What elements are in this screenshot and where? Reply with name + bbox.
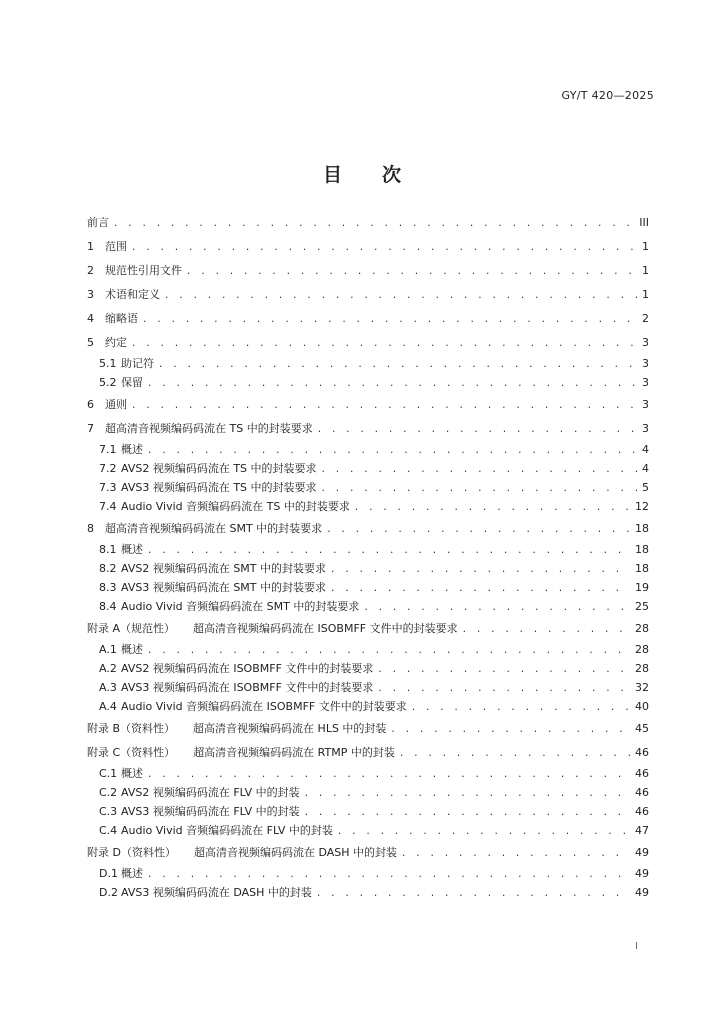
table-of-contents bbox=[87, 215, 649, 904]
toc-page-number: 28 bbox=[635, 643, 649, 656]
toc-dot-leader bbox=[147, 443, 637, 459]
toc-entry-title: 前言 bbox=[87, 216, 109, 229]
toc-entry-number: C.2 bbox=[99, 786, 118, 799]
toc-subentry[interactable] bbox=[87, 542, 649, 561]
toc-page-number: 18 bbox=[635, 562, 649, 575]
toc-entry-number: 附录 B（资料性） bbox=[87, 722, 176, 735]
toc-entry-number: A.3 bbox=[99, 681, 117, 694]
toc-subentry[interactable] bbox=[87, 580, 649, 599]
toc-entry-title: 助记符 bbox=[121, 357, 154, 370]
toc-dot-leader bbox=[377, 681, 631, 697]
toc-page-number: 28 bbox=[635, 662, 649, 675]
toc-subentry[interactable] bbox=[87, 375, 649, 394]
toc-dot-leader bbox=[147, 867, 631, 883]
toc-entry-title: AVS2 视频编码码流在 FLV 中的封装 bbox=[121, 786, 300, 799]
toc-subentry[interactable] bbox=[87, 699, 649, 718]
toc-entry-number: 4 bbox=[87, 312, 94, 325]
toc-dot-leader bbox=[411, 700, 631, 716]
toc-dot-leader bbox=[354, 500, 631, 516]
toc-subentry[interactable] bbox=[87, 785, 649, 804]
toc-subentry[interactable] bbox=[87, 661, 649, 680]
toc-entry-title: AVS3 视频编码码流在 SMT 中的封装要求 bbox=[121, 581, 327, 594]
toc-page-number: 49 bbox=[635, 867, 649, 880]
toc-entry-number: 5 bbox=[87, 336, 94, 349]
toc-entry-number: 8.4 bbox=[99, 600, 117, 613]
toc-dot-leader bbox=[390, 722, 631, 738]
toc-entry-number: 8.1 bbox=[99, 543, 117, 556]
page-folio: I bbox=[635, 941, 638, 952]
toc-entry-number: 7.4 bbox=[99, 500, 117, 513]
toc-subentry[interactable] bbox=[87, 823, 649, 842]
toc-page-number: 49 bbox=[635, 886, 649, 899]
toc-entry-title: AVS2 视频编码码流在 TS 中的封装要求 bbox=[121, 462, 317, 475]
toc-entry-number: 6 bbox=[87, 398, 94, 411]
toc-dot-leader bbox=[399, 746, 631, 762]
toc-dot-leader bbox=[321, 462, 637, 478]
toc-dot-leader bbox=[142, 312, 637, 328]
toc-entry[interactable] bbox=[87, 215, 649, 239]
toc-dot-leader bbox=[377, 662, 631, 678]
toc-entry-title: Audio Vivid 音频编码码流在 TS 中的封装要求 bbox=[121, 500, 350, 513]
toc-entry-title: Audio Vivid 音频编码码流在 FLV 中的封装 bbox=[121, 824, 333, 837]
toc-page-number: 46 bbox=[635, 805, 649, 818]
toc-entry-number: A.2 bbox=[99, 662, 117, 675]
toc-dot-leader bbox=[131, 240, 637, 256]
toc-dot-leader bbox=[147, 643, 631, 659]
toc-subentry[interactable] bbox=[87, 561, 649, 580]
toc-entry-number: 附录 C（资料性） bbox=[87, 746, 176, 759]
toc-dot-leader bbox=[337, 824, 631, 840]
toc-subentry[interactable] bbox=[87, 499, 649, 518]
toc-entry-title: 通则 bbox=[105, 398, 127, 411]
toc-entry-number: 8 bbox=[87, 522, 94, 535]
page-title bbox=[0, 160, 724, 187]
toc-entry-title: 概述 bbox=[121, 867, 143, 880]
toc-entry-title: 超高清音视频编码码流在 HLS 中的封装 bbox=[193, 722, 387, 735]
toc-page-number: 3 bbox=[642, 376, 649, 389]
toc-dot-leader bbox=[326, 522, 631, 538]
toc-dot-leader bbox=[147, 543, 631, 559]
toc-page-number: 4 bbox=[642, 462, 649, 475]
toc-page-number: 28 bbox=[635, 622, 649, 635]
toc-page-number: 1 bbox=[642, 288, 649, 301]
toc-page-number: 32 bbox=[635, 681, 649, 694]
toc-page-number: 49 bbox=[635, 846, 649, 859]
toc-page-number: 2 bbox=[642, 312, 649, 325]
toc-subentry[interactable] bbox=[87, 461, 649, 480]
toc-dot-leader bbox=[316, 886, 631, 902]
toc-page-number: 46 bbox=[635, 786, 649, 799]
toc-dot-leader bbox=[131, 398, 637, 414]
toc-page-number: 3 bbox=[642, 336, 649, 349]
toc-entry-number: D.2 bbox=[99, 886, 118, 899]
toc-dot-leader bbox=[186, 264, 637, 280]
toc-dot-leader bbox=[462, 622, 631, 638]
toc-entry-number: 1 bbox=[87, 240, 94, 253]
toc-entry-title: 保留 bbox=[121, 376, 143, 389]
toc-entry-title: 超高清音视频编码码流在 RTMP 中的封装 bbox=[193, 746, 395, 759]
toc-subentry[interactable] bbox=[87, 766, 649, 785]
toc-page-number: 18 bbox=[635, 543, 649, 556]
toc-entry-number: A.1 bbox=[99, 643, 117, 656]
toc-entry-number: 2 bbox=[87, 264, 94, 277]
toc-dot-leader bbox=[304, 805, 631, 821]
toc-entry-title: 缩略语 bbox=[105, 312, 138, 325]
toc-page-number: 5 bbox=[642, 481, 649, 494]
toc-entry-title: 范围 bbox=[105, 240, 127, 253]
toc-entry-title: 概述 bbox=[121, 443, 143, 456]
toc-dot-leader bbox=[164, 288, 637, 304]
title-char-1: 目 bbox=[322, 164, 342, 186]
toc-dot-leader bbox=[158, 357, 637, 373]
toc-entry[interactable] bbox=[87, 311, 649, 335]
toc-entry-number: C.3 bbox=[99, 805, 118, 818]
toc-page-number: 18 bbox=[635, 522, 649, 535]
toc-page-number: 25 bbox=[635, 600, 649, 613]
toc-entry-number: A.4 bbox=[99, 700, 117, 713]
toc-entry-number: C.1 bbox=[99, 767, 118, 780]
toc-entry-number: 7.2 bbox=[99, 462, 117, 475]
toc-entry-title: 超高清音视频编码码流在 ISOBMFF 文件中的封装要求 bbox=[193, 622, 458, 635]
toc-subentry[interactable] bbox=[87, 866, 649, 885]
toc-entry-title: AVS3 视频编码码流在 FLV 中的封装 bbox=[121, 805, 300, 818]
toc-entry-number: 附录 D（资料性） bbox=[87, 846, 176, 859]
toc-page-number: 47 bbox=[635, 824, 649, 837]
toc-page-number: 12 bbox=[635, 500, 649, 513]
toc-entry-number: 8.3 bbox=[99, 581, 117, 594]
toc-dot-leader bbox=[147, 767, 631, 783]
toc-dot-leader bbox=[401, 846, 631, 862]
toc-entry-number: 5.2 bbox=[99, 376, 117, 389]
toc-dot-leader bbox=[304, 786, 631, 802]
toc-entry-number: D.1 bbox=[99, 867, 118, 880]
toc-page-number: 3 bbox=[642, 398, 649, 411]
toc-dot-leader bbox=[330, 581, 631, 597]
toc-subentry[interactable] bbox=[87, 885, 649, 904]
toc-entry[interactable] bbox=[87, 287, 649, 311]
toc-subentry[interactable] bbox=[87, 680, 649, 699]
toc-entry-number: 5.1 bbox=[99, 357, 117, 370]
toc-entry-number: C.4 bbox=[99, 824, 118, 837]
toc-entry-number: 7.1 bbox=[99, 443, 117, 456]
toc-page-number: 40 bbox=[635, 700, 649, 713]
toc-page-number: 45 bbox=[635, 722, 649, 735]
toc-subentry[interactable] bbox=[87, 480, 649, 499]
toc-subentry[interactable] bbox=[87, 442, 649, 461]
toc-entry-title: Audio Vivid 音频编码码流在 SMT 中的封装要求 bbox=[121, 600, 360, 613]
toc-page-number: 3 bbox=[642, 422, 649, 435]
toc-page-number: 46 bbox=[635, 746, 649, 759]
toc-entry-number: 7 bbox=[87, 422, 94, 435]
toc-subentry[interactable] bbox=[87, 356, 649, 375]
toc-page-number: 46 bbox=[635, 767, 649, 780]
toc-page-number: 4 bbox=[642, 443, 649, 456]
toc-subentry[interactable] bbox=[87, 599, 649, 618]
toc-page-number: 1 bbox=[642, 264, 649, 277]
toc-dot-leader bbox=[363, 600, 631, 616]
toc-entry-title: 超高清音视频编码码流在 DASH 中的封装 bbox=[193, 846, 398, 859]
toc-entry[interactable] bbox=[87, 721, 649, 745]
toc-entry-number: 8.2 bbox=[99, 562, 117, 575]
toc-subentry[interactable] bbox=[87, 804, 649, 823]
toc-entry-title: AVS3 视频编码码流在 ISOBMFF 文件中的封装要求 bbox=[121, 681, 374, 694]
toc-entry-number: 7.3 bbox=[99, 481, 117, 494]
toc-entry-title: 术语和定义 bbox=[105, 288, 160, 301]
toc-dot-leader bbox=[131, 336, 637, 352]
toc-entry-title: 约定 bbox=[105, 336, 127, 349]
toc-entry[interactable] bbox=[87, 239, 649, 263]
toc-entry-title: AVS3 视频编码码流在 TS 中的封装要求 bbox=[121, 481, 317, 494]
toc-entry-title: Audio Vivid 音频编码码流在 ISOBMFF 文件中的封装要求 bbox=[121, 700, 407, 713]
toc-entry-number: 附录 A（规范性） bbox=[87, 622, 176, 635]
toc-subentry[interactable] bbox=[87, 642, 649, 661]
toc-entry[interactable] bbox=[87, 397, 649, 421]
toc-dot-leader bbox=[113, 216, 635, 232]
toc-entry-title: 超高清音视频编码码流在 TS 中的封装要求 bbox=[105, 422, 313, 435]
toc-entry-number: 3 bbox=[87, 288, 94, 301]
toc-dot-leader bbox=[317, 422, 637, 438]
toc-entry-title: 规范性引用文件 bbox=[105, 264, 182, 277]
toc-entry-title: 概述 bbox=[121, 543, 143, 556]
toc-page-number: 19 bbox=[635, 581, 649, 594]
toc-page-number: III bbox=[639, 216, 649, 229]
document-code: GY/T 420—2025 bbox=[561, 89, 654, 102]
toc-entry-title: 超高清音视频编码码流在 SMT 中的封装要求 bbox=[105, 522, 323, 535]
toc-entry-title: 概述 bbox=[121, 767, 143, 780]
toc-entry-title: 概述 bbox=[121, 643, 143, 656]
toc-dot-leader bbox=[321, 481, 637, 497]
title-char-2: 次 bbox=[382, 164, 402, 186]
toc-page-number: 1 bbox=[642, 240, 649, 253]
toc-entry-title: AVS2 视频编码码流在 SMT 中的封装要求 bbox=[121, 562, 327, 575]
toc-dot-leader bbox=[330, 562, 631, 578]
toc-dot-leader bbox=[147, 376, 637, 392]
toc-page-number: 3 bbox=[642, 357, 649, 370]
toc-entry-title: AVS2 视频编码码流在 ISOBMFF 文件中的封装要求 bbox=[121, 662, 374, 675]
toc-entry-title: AVS3 视频编码码流在 DASH 中的封装 bbox=[121, 886, 312, 899]
toc-entry[interactable] bbox=[87, 263, 649, 287]
